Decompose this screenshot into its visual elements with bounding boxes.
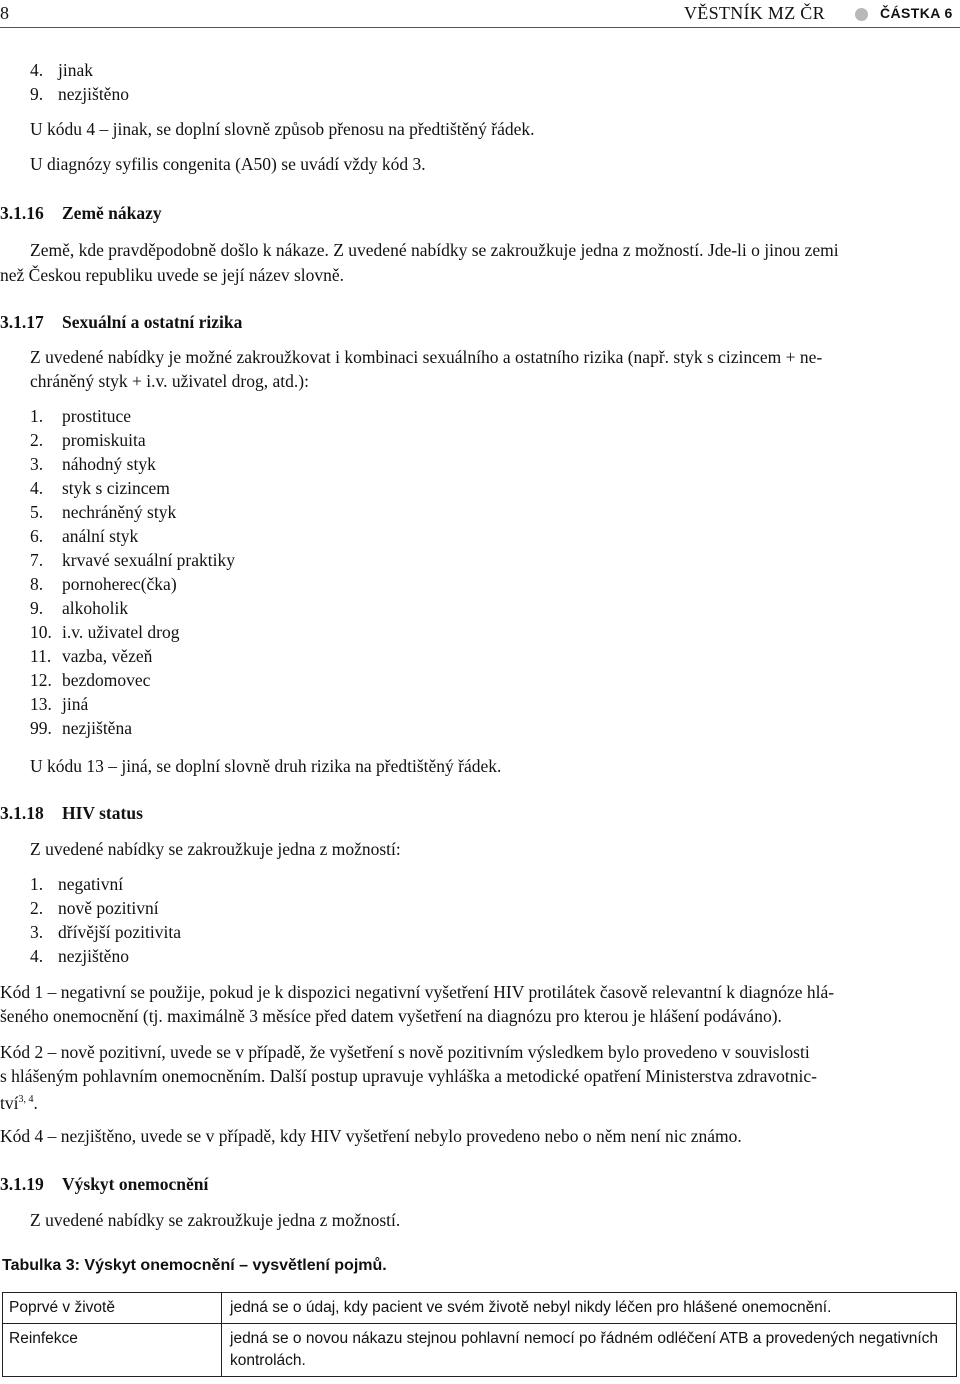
paragraph: než Českou republiku uvede se její název slovně. xyxy=(0,265,345,285)
risk-note: U kódu 13 – jiná, se doplní slovně druh rizika na předtištěný řádek. xyxy=(30,756,502,776)
paragraph: tví$^{3, 4}$. xyxy=(0,1092,38,1113)
list-item: 4. styk s cizincem xyxy=(30,478,170,498)
list-item: 9. nezjištěno xyxy=(30,84,129,104)
list-item: 4. jinak xyxy=(30,60,93,80)
paragraph: Kód 4 – nezjištěno, uvede se v případě, kdy HIV vyšetření nebylo provedeno nebo o něm není nic známo. xyxy=(0,1126,742,1146)
list-item: 1. negativní xyxy=(30,874,124,894)
list-item: 3. dřívější pozitivita xyxy=(30,922,181,942)
paragraph: Z uvedené nabídky se zakroužkuje jedna z možností. xyxy=(30,1210,401,1230)
list-item: 2. promiskuita xyxy=(30,430,146,450)
paragraph: Z uvedené nabídky je možné zakroužkovat i kombinaci sexuálního a ostatního rizika (např. styk s cizincem + ne- xyxy=(30,347,823,367)
journal-title: VĚSTNÍK MZ ČR xyxy=(684,3,825,23)
list-item: 6. anální styk xyxy=(30,526,139,546)
header-rule xyxy=(0,27,960,28)
table-cell-definition: jedná se o novou nákazu stejnou pohlavní nemocí po řádném odléčení ATB a provedených negativních kontrolách. xyxy=(222,1324,957,1377)
page-number: 8 xyxy=(0,3,9,23)
table-cell-term: Reinfekce xyxy=(3,1324,222,1377)
list-item: 3. náhodný styk xyxy=(30,454,156,474)
list-item: 12. bezdomovec xyxy=(30,670,151,690)
paragraph: šeného onemocnění (tj. maximálně 3 měsíce před datem vyšetření na diagnózu pro kterou je hlášení podáváno). xyxy=(0,1006,782,1026)
list-item: 99. nezjištěna xyxy=(30,718,132,738)
footnote-reference: 3, 4 xyxy=(18,1094,34,1105)
section-heading-3-1-17: 3.1.17 Sexuální a ostatní rizika xyxy=(0,312,243,332)
part-label: ČÁSTKA 6 xyxy=(880,5,953,21)
paragraph: Země, kde pravděpodobně došlo k nákaze. Z uvedené nabídky se zakroužkuje jedna z možností. Jde-li o jinou zemi xyxy=(30,240,839,260)
list-item: 4. nezjištěno xyxy=(30,946,129,966)
list-item: 9. alkoholik xyxy=(30,598,129,618)
list-item: 11. vazba, vězeň xyxy=(30,646,153,666)
paragraph: s hlášeným pohlavním onemocněním. Další postup upravuje vyhláška a metodické opatření Ministerstva zdravotnic- xyxy=(0,1066,817,1086)
list-item: 13. jiná xyxy=(30,694,89,714)
list-item: 10. i.v. uživatel drog xyxy=(30,622,180,642)
paragraph: chráněný styk + i.v. uživatel drog, atd.): xyxy=(30,371,309,391)
section-heading-3-1-18: 3.1.18 HIV status xyxy=(0,803,143,823)
paragraph: Kód 2 – nově pozitivní, uvede se v případě, že vyšetření s nově pozitivním výsledkem bylo provedeno v souvislosti xyxy=(0,1042,810,1062)
paragraph: Kód 1 – negativní se použije, pokud je k dispozici negativní vyšetření HIV protilátek časově relevantní k diagnóze hlá- xyxy=(0,982,835,1002)
glossary-table xyxy=(2,1292,957,1377)
list-item: 8. pornoherec(čka) xyxy=(30,574,177,594)
table-row xyxy=(3,1324,957,1377)
table-cell-definition: jedná se o údaj, kdy pacient ve svém životě nebyl nikdy léčen pro hlášené onemocnění. xyxy=(222,1293,957,1324)
table-row xyxy=(3,1293,957,1324)
transmission-note-1: U kódu 4 – jinak, se doplní slovně způsob přenosu na předtištěný řádek. xyxy=(30,119,535,139)
transmission-note-2: U diagnózy syfilis congenita (A50) se uvádí vždy kód 3. xyxy=(30,154,426,174)
list-item: 7. krvavé sexuální praktiky xyxy=(30,550,236,570)
table-caption: Tabulka 3: Výskyt onemocnění – vysvětlení pojmů. xyxy=(2,1257,387,1274)
list-item: 5. nechráněný styk xyxy=(30,502,177,522)
list-item: 2. nově pozitivní xyxy=(30,898,159,918)
table-cell-term: Poprvé v životě xyxy=(3,1293,222,1324)
section-heading-3-1-16: 3.1.16 Země nákazy xyxy=(0,203,162,223)
header-bullet-icon xyxy=(855,8,868,21)
section-heading-3-1-19: 3.1.19 Výskyt onemocnění xyxy=(0,1174,209,1194)
list-item: 1. prostituce xyxy=(30,406,132,426)
paragraph: Z uvedené nabídky se zakroužkuje jedna z možností: xyxy=(30,839,401,859)
